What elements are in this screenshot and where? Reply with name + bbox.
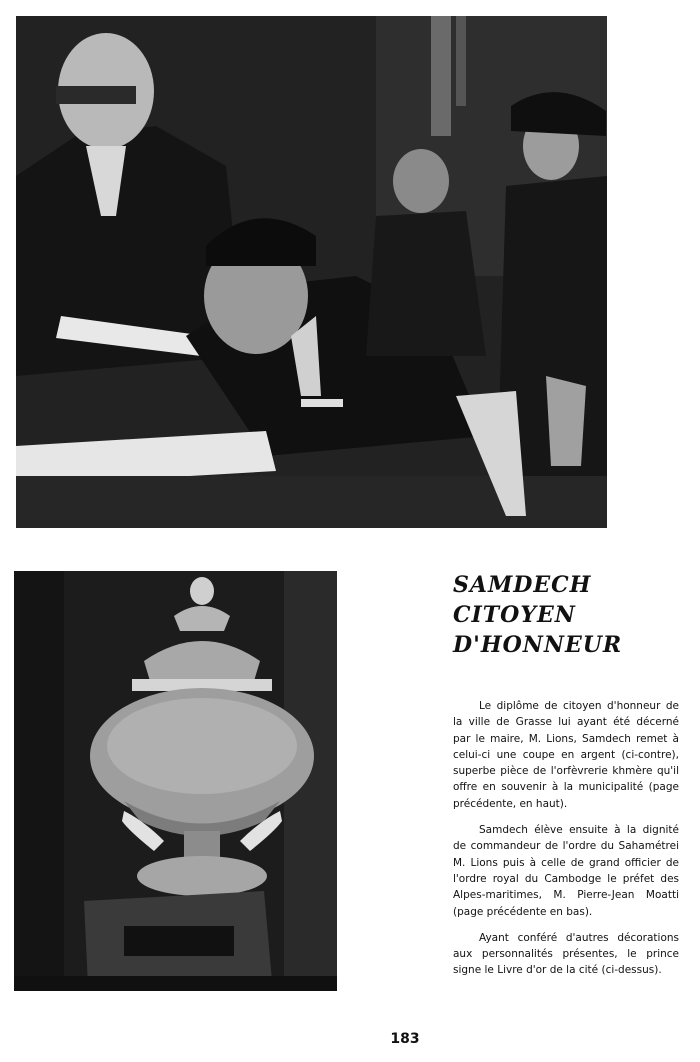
paragraph: Ayant conféré d'autres décorations aux personnalités présentes, le prince signe le Livre d'or de la cité (ci-dessus). <box>453 931 679 977</box>
title-line: D'HONNEUR <box>453 632 623 658</box>
ceremony-photo-illustration <box>16 16 607 528</box>
silver-cup-illustration <box>14 571 337 991</box>
title-line: CITOYEN <box>453 602 576 628</box>
paragraph: Le diplôme de citoyen d'honneur de la ville de Grasse lui ayant été décerné par le maire, M. Lions, Samdech remet à celui-ci une coupe en argent (ci-contre), superbe pièce de l'orfèvrerie khmère qu'il offre en souvenir à la municipalité (page précédente, en haut). <box>453 700 679 810</box>
ceremony-photo <box>16 16 607 528</box>
paragraph: Samdech élève ensuite à la dignité de commandeur de l'ordre du Sahamétrei M. Lions puis à celle de grand officier de l'ordre royal du Cambodge le préfet des Alpes-maritimes, M. Pierre-Jean Moatti (page précédente en bas). <box>453 824 679 918</box>
article-title <box>453 570 683 660</box>
silver-cup-photo <box>14 571 337 991</box>
title-line: SAMDECH <box>453 572 592 598</box>
page-number: 183 <box>390 1031 420 1047</box>
article-body <box>453 698 679 989</box>
